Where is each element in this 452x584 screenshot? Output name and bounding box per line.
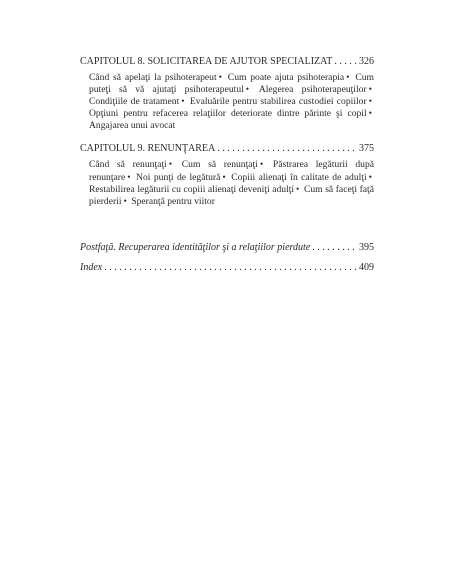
toc-subtopic: Cum să renunţaţi — [181, 159, 258, 171]
table-of-contents — [80, 56, 374, 274]
bullet-separator: • — [181, 96, 185, 108]
toc-leader-dots — [312, 242, 357, 254]
bullet-separator: • — [222, 171, 226, 183]
toc-entry-page: 326 — [359, 56, 374, 67]
toc-subtopic: Condiţiile de tratament — [89, 96, 180, 108]
toc-entry-page: 395 — [359, 241, 374, 253]
toc-subtopic: Cum poate ajuta psihoterapia — [227, 72, 345, 83]
toc-subtopic: Copiii alienaţi în calitate de adulţi — [231, 171, 367, 183]
bullet-separator: • — [368, 96, 372, 108]
toc-entry-page: 375 — [359, 143, 374, 155]
toc-subtopic: Păstrarea legăturii după renunţare — [89, 159, 375, 183]
toc-entry-title: CAPITOLUL 8. SOLICITAREA DE AJUTOR SPECIALIZAT — [80, 56, 333, 67]
bullet-separator: • — [123, 195, 127, 207]
bullet-separator: • — [259, 159, 264, 171]
bullet-separator: • — [346, 72, 350, 83]
toc-entry-postfata[interactable] — [80, 242, 374, 254]
toc-entry-page: 409 — [359, 261, 374, 273]
toc-subtopic: Evaluările pentru stabilirea custodiei copiilor — [189, 96, 367, 108]
toc-subtopic: Opţiuni pentru refacerea relaţiilor deteriorate dintre părinte şi copil — [89, 108, 367, 120]
bullet-separator: • — [218, 72, 222, 83]
toc-subtopic: Cum să faceţi faţă pierderii — [89, 183, 374, 207]
toc-subtopic: Cum puteţi să vă ajutaţi psihoterapeutul — [89, 72, 375, 96]
bullet-separator: • — [368, 108, 372, 120]
toc-entry-title: CAPITOLUL 9. RENUNŢAREA — [80, 143, 216, 155]
bullet-separator: • — [296, 183, 300, 195]
bullet-separator: • — [168, 159, 173, 171]
toc-subtopic: Angajarea unui avocat — [89, 120, 176, 132]
toc-subtopics-chapter-8 — [89, 72, 374, 132]
toc-subtopic: Alegerea psihoterapeuţilor — [258, 84, 367, 96]
toc-subtopic: Speranţă pentru viitor — [131, 195, 215, 207]
toc-leader-dots — [217, 143, 357, 155]
bullet-separator: • — [127, 171, 131, 183]
toc-subtopic: Restabilirea legăturii cu copiii alienaţi deveniţi adulţi — [89, 183, 295, 195]
bullet-separator: • — [368, 84, 372, 96]
toc-subtopic: Când să apelaţi la psihoterapeut — [89, 72, 217, 83]
toc-subtopic: Când să renunţaţi — [89, 159, 167, 171]
toc-subtopics-chapter-9 — [89, 159, 374, 207]
toc-entry-chapter-9[interactable] — [80, 143, 374, 155]
bullet-separator: • — [368, 171, 372, 183]
toc-leader-dots — [334, 56, 357, 68]
toc-subtopic: Noi punţi de legătură — [136, 171, 221, 183]
toc-entry-index[interactable] — [80, 262, 374, 274]
toc-entry-title: Postfaţă. Recuperarea identităţilor şi a relaţiilor pierdute — [80, 241, 311, 253]
bullet-separator: • — [245, 84, 250, 96]
toc-entry-title: Index — [80, 261, 103, 273]
toc-entry-chapter-8[interactable] — [80, 56, 374, 68]
toc-leader-dots — [104, 262, 357, 274]
